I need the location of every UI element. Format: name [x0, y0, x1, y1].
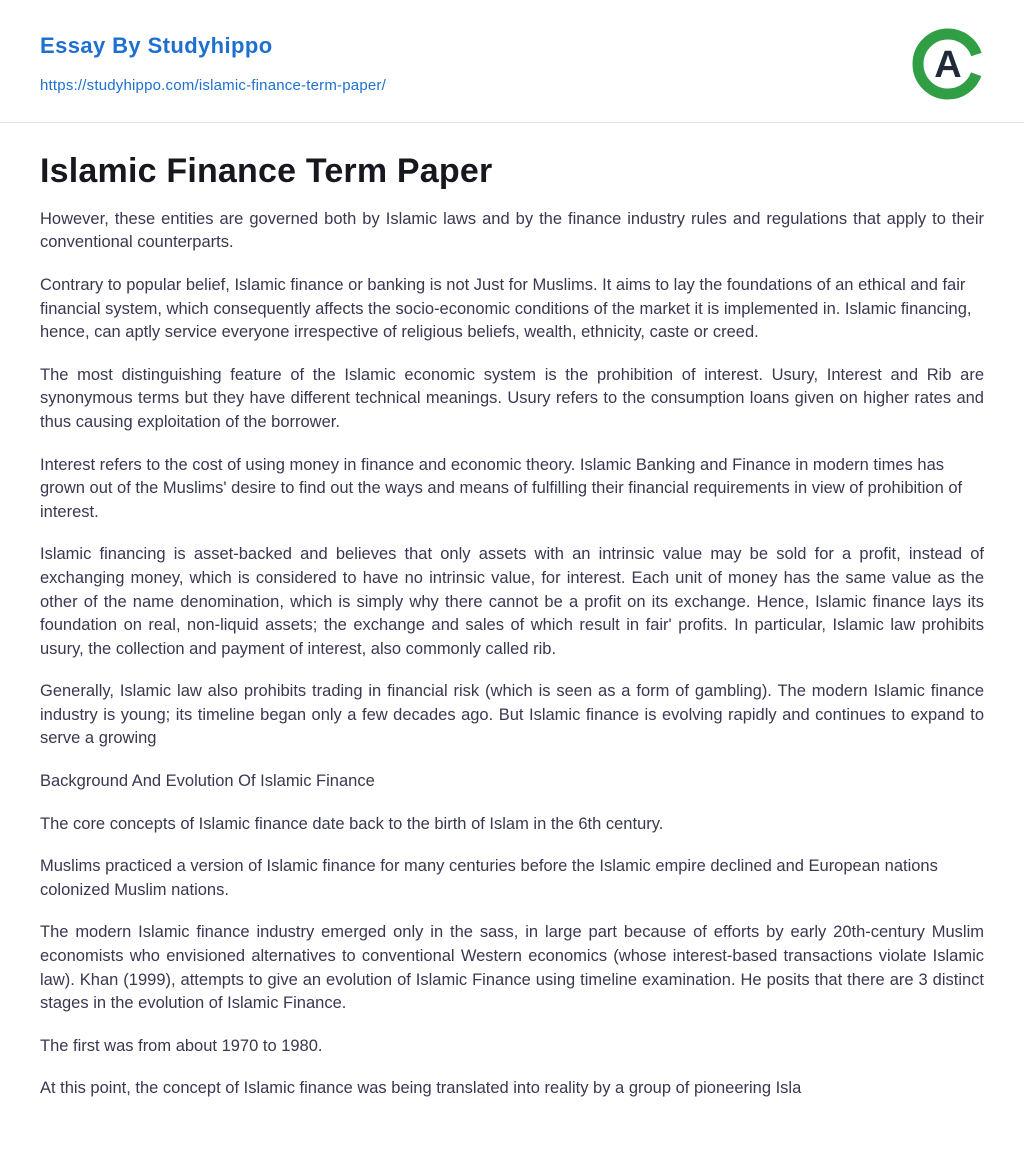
article-paragraph: Islamic financing is asset-backed and believes that only assets with an intrinsic value may be sold for a profit, instead of exchanging money, which is considered to have no intrinsic value, for interest. Each unit of money has the same value as the other of the name denomination, which is simply why there cannot be a profit on its exchange. Hence, Islamic finance lays its foundation on real, non-liquid assets; the exchange and sales of which result in fair' profits. In particular, Islamic law prohibits usury, the collection and payment of interest, also commonly called rib.	[40, 545, 984, 658]
header-text-block	[40, 33, 386, 95]
article-paragraph: The core concepts of Islamic finance date back to the birth of Islam in the 6th century.	[40, 814, 664, 833]
article-paragraph: Interest refers to the cost of using money in finance and economic theory. Islamic Banking and Finance in modern times has grown out of the Muslims' desire to find out the ways and means of fulfilling their financial requirements in view of prohibition of interest.	[40, 455, 963, 521]
studyhippo-logo[interactable]	[912, 28, 984, 100]
article	[0, 123, 1024, 1141]
site-title: Essay By Studyhippo	[40, 33, 273, 58]
page-url-link[interactable]: https://studyhippo.com/islamic-finance-term-paper/	[40, 77, 386, 94]
article-paragraph: The modern Islamic finance industry emerged only in the sass, in large part because of efforts by early 20th-century Muslim economists who envisioned alternatives to conventional Western economics (whose interest-based transactions violate Islamic law). Khan (1999), attempts to give an evolution of Islamic Finance using timeline examination. He posits that there are 3 distinct stages in the evolution of Islamic Finance.	[40, 923, 984, 1013]
article-paragraph: Generally, Islamic law also prohibits trading in financial risk (which is seen as a form of gambling). The modern Islamic finance industry is young; its timeline began only a few decades ago. But Islamic finance is evolving rapidly and continues to expand to serve a growing	[40, 682, 984, 748]
article-paragraph: Background And Evolution Of Islamic Finance	[40, 772, 375, 791]
site-header	[0, 0, 1024, 122]
article-paragraph: The most distinguishing feature of the Islamic economic system is the prohibition of interest. Usury, Interest and Rib are synonymous terms but they have different technical meanings. Usury refers to the consumption loans given on higher rates and thus causing exploitation of the borrower.	[40, 365, 984, 431]
article-paragraph: The first was from about 1970 to 1980.	[40, 1036, 323, 1055]
article-paragraph: However, these entities are governed both by Islamic laws and by the finance industry rules and regulations that apply to their conventional counterparts.	[40, 209, 984, 252]
article-body	[40, 208, 984, 1101]
logo-letter: A	[934, 44, 962, 86]
article-title: Islamic Finance Term Paper	[40, 152, 493, 190]
article-paragraph: Muslims practiced a version of Islamic finance for many centuries before the Islamic empire declined and European nations colonized Muslim nations.	[40, 857, 938, 899]
article-paragraph: At this point, the concept of Islamic finance was being translated into reality by a group of pioneering Isla	[40, 1079, 802, 1098]
article-paragraph: Contrary to popular belief, Islamic finance or banking is not Just for Muslims. It aims to lay the foundations of an ethical and fair financial system, which consequently affects the socio-economic conditions of the market it is implemented in. Islamic financing, hence, can aptly service everyone irrespective of religious beliefs, wealth, ethnicity, caste or creed.	[40, 275, 972, 342]
logo-icon	[912, 28, 984, 100]
